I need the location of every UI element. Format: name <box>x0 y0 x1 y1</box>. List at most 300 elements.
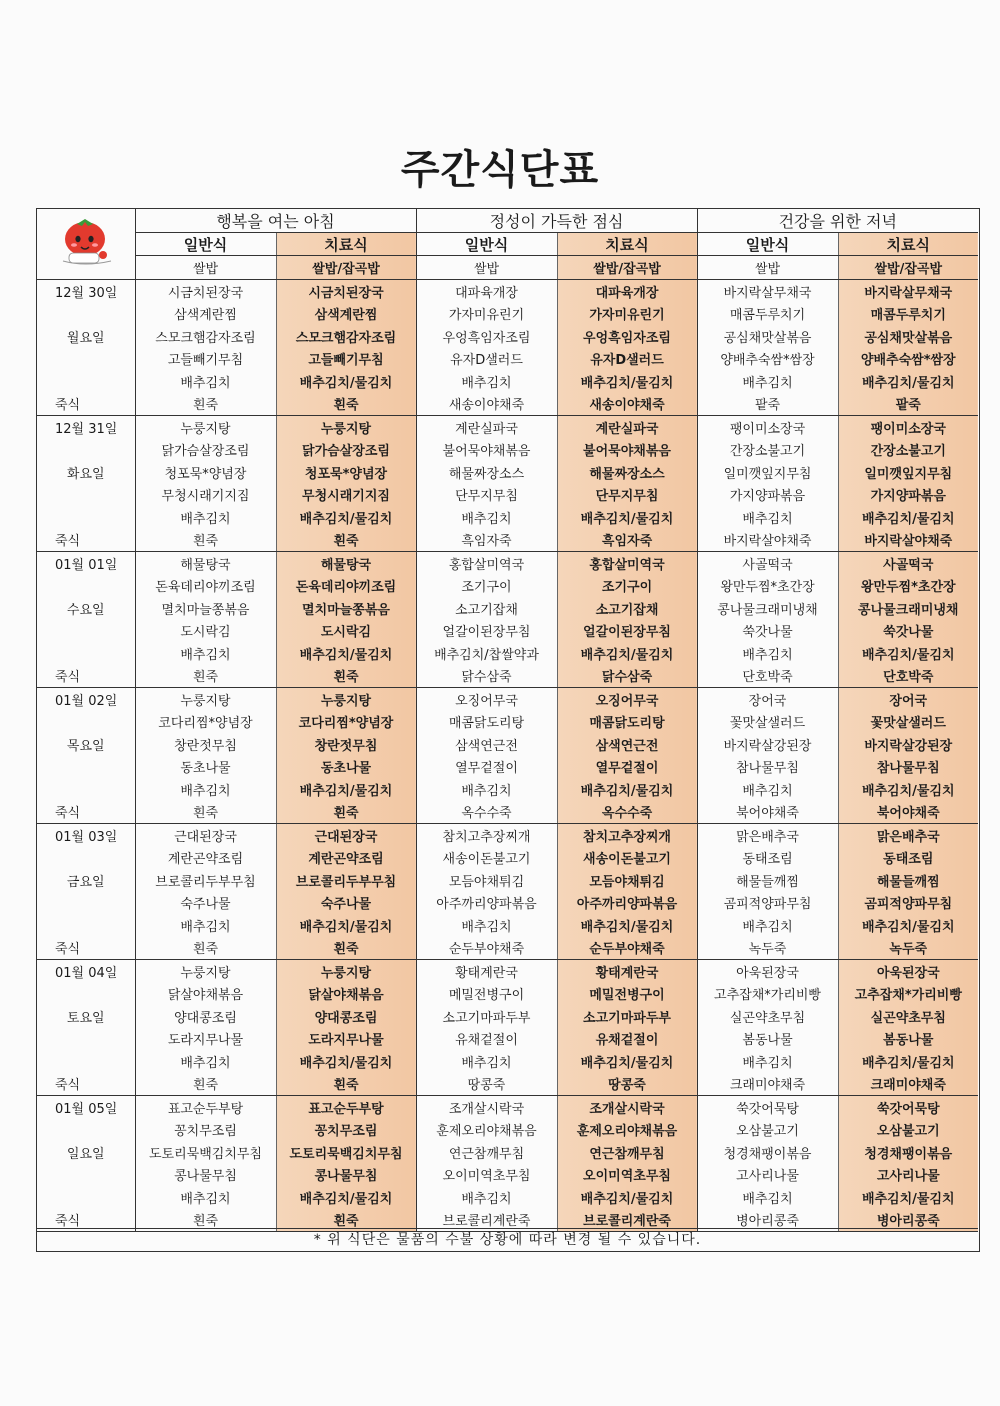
diet-type-therapeutic: 치료식 <box>276 233 416 256</box>
menu-item-therapeutic: 옥수수죽 <box>557 801 697 824</box>
menu-item-therapeutic: 숙주나물 <box>276 892 416 915</box>
menu-item-therapeutic: 홍합살미역국 <box>557 552 697 575</box>
menu-row <box>37 416 978 439</box>
menu-item-general: 배추김치 <box>697 370 838 393</box>
menu-item-general: 단호박죽 <box>697 665 838 688</box>
menu-item-general: 배추김치 <box>416 914 557 937</box>
meal-header-lunch: 정성이 가득한 점심 <box>416 209 697 233</box>
menu-item-therapeutic: 도라지무나물 <box>276 1028 416 1051</box>
menu-item-general: 도토리묵백김치무침 <box>135 1141 276 1164</box>
menu-item-general: 병아리콩죽 <box>697 1209 838 1232</box>
menu-item-general: 흰죽 <box>135 529 276 552</box>
menu-item-general: 가자미유린기 <box>416 303 557 326</box>
day-label-blank <box>37 484 135 507</box>
menu-row <box>37 642 978 665</box>
menu-row <box>37 914 978 937</box>
menu-item-general: 사골떡국 <box>697 552 838 575</box>
menu-item-therapeutic: 소고기잡채 <box>557 597 697 620</box>
menu-item-general: 흰죽 <box>135 937 276 960</box>
porridge-label: 죽식 <box>37 665 135 688</box>
menu-item-therapeutic: 흰죽 <box>276 393 416 416</box>
menu-item-general: 브로콜리계란죽 <box>416 1209 557 1232</box>
menu-item-general: 유자D샐러드 <box>416 348 557 371</box>
menu-item-general: 황태계란국 <box>416 960 557 983</box>
menu-item-general: 해물들깨찜 <box>697 869 838 892</box>
day-label-blank <box>37 370 135 393</box>
menu-item-general: 봄동나물 <box>697 1028 838 1051</box>
menu-item-therapeutic: 병아리콩죽 <box>838 1209 978 1232</box>
menu-item-therapeutic: 해물들깨찜 <box>838 869 978 892</box>
menu-item-therapeutic: 계란곤약조림 <box>276 847 416 870</box>
menu-item-general: 조기구이 <box>416 575 557 598</box>
porridge-label: 죽식 <box>37 801 135 824</box>
menu-item-general: 훈제오리야채볶음 <box>416 1119 557 1142</box>
rice-therapeutic: 쌀밥/잡곡밥 <box>838 256 978 280</box>
menu-item-general: 새송이돈불고기 <box>416 847 557 870</box>
menu-item-therapeutic: 꽁치무조림 <box>276 1119 416 1142</box>
menu-item-therapeutic: 매콤두루치기 <box>838 303 978 326</box>
menu-item-general: 양배추숙쌈*쌈장 <box>697 348 838 371</box>
menu-item-general: 오징어무국 <box>416 688 557 711</box>
menu-item-therapeutic: 표고순두부탕 <box>276 1096 416 1119</box>
menu-item-general: 바지락살무채국 <box>697 280 838 303</box>
menu-table-frame <box>36 208 980 1252</box>
menu-item-general: 브로콜리두부무침 <box>135 869 276 892</box>
menu-row <box>37 960 978 983</box>
menu-item-general: 배추김치 <box>416 370 557 393</box>
menu-item-therapeutic: 간장소불고기 <box>838 439 978 462</box>
menu-row <box>37 1050 978 1073</box>
day-label-blank <box>37 847 135 870</box>
menu-item-therapeutic: 가지양파볶음 <box>838 484 978 507</box>
day-date: 01월 03일 <box>55 829 118 845</box>
menu-item-therapeutic: 동초나물 <box>276 756 416 779</box>
menu-item-therapeutic: 닭살야채볶음 <box>276 983 416 1006</box>
menu-item-therapeutic: 배추김치/물김치 <box>557 1050 697 1073</box>
menu-item-therapeutic: 훈제오리야채볶음 <box>557 1119 697 1142</box>
menu-item-general: 장어국 <box>697 688 838 711</box>
menu-item-therapeutic: 우엉흑임자조림 <box>557 325 697 348</box>
menu-row <box>37 801 978 824</box>
menu-item-therapeutic: 배추김치/물김치 <box>557 1186 697 1209</box>
day-date: 01월 02일 <box>55 693 118 709</box>
menu-item-therapeutic: 배추김치/물김치 <box>838 1050 978 1073</box>
menu-item-therapeutic: 오삼불고기 <box>838 1119 978 1142</box>
menu-item-therapeutic: 고사리나물 <box>838 1164 978 1187</box>
menu-item-general: 소고기마파두부 <box>416 1005 557 1028</box>
menu-item-general: 매콤닭도리탕 <box>416 711 557 734</box>
day-label-blank <box>37 642 135 665</box>
day-label-blank <box>37 1186 135 1209</box>
menu-row <box>37 1028 978 1051</box>
menu-item-therapeutic: 유자D샐러드 <box>557 348 697 371</box>
menu-item-general: 배추김치/찹쌀약과 <box>416 642 557 665</box>
menu-item-general: 아주까리양파볶음 <box>416 892 557 915</box>
menu-item-general: 배추김치 <box>416 1050 557 1073</box>
day-weekday: 일요일 <box>66 1146 105 1162</box>
menu-item-general: 단무지무침 <box>416 484 557 507</box>
menu-row <box>37 733 978 756</box>
menu-item-therapeutic: 배추김치/물김치 <box>557 642 697 665</box>
menu-item-therapeutic: 청경채팽이볶음 <box>838 1141 978 1164</box>
menu-item-general: 연근참깨무침 <box>416 1141 557 1164</box>
menu-item-general: 동태조림 <box>697 847 838 870</box>
menu-item-therapeutic: 새송이야채죽 <box>557 393 697 416</box>
menu-item-general: 배추김치 <box>697 506 838 529</box>
rice-general: 쌀밥 <box>697 256 838 280</box>
meal-header-breakfast: 행복을 여는 아침 <box>135 209 416 233</box>
menu-item-therapeutic: 모듬야채튀김 <box>557 869 697 892</box>
menu-item-therapeutic: 고추잡채*가리비빵 <box>838 983 978 1006</box>
menu-item-general: 열무겉절이 <box>416 756 557 779</box>
menu-row <box>37 529 978 552</box>
menu-row <box>37 892 978 915</box>
menu-item-therapeutic: 배추김치/물김치 <box>838 642 978 665</box>
day-date: 01월 01일 <box>55 557 118 573</box>
menu-item-therapeutic: 봄동나물 <box>838 1028 978 1051</box>
menu-item-general: 양대콩조림 <box>135 1005 276 1028</box>
day-label-blank <box>37 983 135 1006</box>
menu-item-therapeutic: 장어국 <box>838 688 978 711</box>
day-weekday: 화요일 <box>66 466 105 482</box>
menu-item-general: 배추김치 <box>135 506 276 529</box>
menu-item-therapeutic: 배추김치/물김치 <box>557 778 697 801</box>
menu-item-general: 흰죽 <box>135 665 276 688</box>
menu-item-general: 배추김치 <box>135 370 276 393</box>
footnote: * 위 식단은 물품의 수불 상황에 따라 변경 될 수 있습니다. <box>37 1228 978 1251</box>
menu-item-general: 도시락김 <box>135 620 276 643</box>
menu-item-therapeutic: 양배추숙쌈*쌈장 <box>838 348 978 371</box>
day-label-blank <box>37 778 135 801</box>
rice-therapeutic: 쌀밥/잡곡밥 <box>276 256 416 280</box>
menu-row <box>37 756 978 779</box>
day-label-blank <box>37 506 135 529</box>
menu-item-therapeutic: 매콤닭도리탕 <box>557 711 697 734</box>
menu-item-therapeutic: 해물탕국 <box>276 552 416 575</box>
menu-item-therapeutic: 흰죽 <box>276 1073 416 1096</box>
porridge-label: 죽식 <box>37 529 135 552</box>
menu-item-general: 계란곤약조림 <box>135 847 276 870</box>
menu-item-general: 꽃맛살샐러드 <box>697 711 838 734</box>
menu-row <box>37 461 978 484</box>
menu-item-general: 고추잡채*가리비빵 <box>697 983 838 1006</box>
menu-item-general: 조개살시락국 <box>416 1096 557 1119</box>
menu-item-therapeutic: 왕만두찜*초간장 <box>838 575 978 598</box>
menu-item-general: 간장소불고기 <box>697 439 838 462</box>
menu-row <box>37 1186 978 1209</box>
menu-item-therapeutic: 양대콩조림 <box>276 1005 416 1028</box>
menu-item-therapeutic: 실곤약초무침 <box>838 1005 978 1028</box>
menu-row <box>37 1073 978 1096</box>
menu-item-therapeutic: 단무지무침 <box>557 484 697 507</box>
menu-item-therapeutic: 고들빼기무침 <box>276 348 416 371</box>
porridge-label: 죽식 <box>37 393 135 416</box>
menu-item-therapeutic: 흰죽 <box>276 937 416 960</box>
menu-item-therapeutic: 바지락살강된장 <box>838 733 978 756</box>
menu-row <box>37 620 978 643</box>
menu-item-general: 가지양파볶음 <box>697 484 838 507</box>
menu-item-therapeutic: 닭수삼죽 <box>557 665 697 688</box>
menu-item-general: 배추김치 <box>697 1050 838 1073</box>
menu-item-general: 대파육개장 <box>416 280 557 303</box>
menu-item-general: 스모크햄감자조림 <box>135 325 276 348</box>
day-date: 12월 30일 <box>55 285 118 301</box>
menu-item-therapeutic: 브로콜리두부무침 <box>276 869 416 892</box>
menu-item-general: 누룽지탕 <box>135 416 276 439</box>
day-date: 01월 04일 <box>55 965 118 981</box>
menu-item-therapeutic: 계란실파국 <box>557 416 697 439</box>
menu-item-general: 참치고추장찌개 <box>416 824 557 847</box>
menu-item-general: 콩나물크래미냉채 <box>697 597 838 620</box>
porridge-label: 죽식 <box>37 937 135 960</box>
menu-item-therapeutic: 대파육개장 <box>557 280 697 303</box>
menu-item-general: 쑥갓나물 <box>697 620 838 643</box>
menu-item-therapeutic: 배추김치/물김치 <box>276 1186 416 1209</box>
menu-item-general: 순두부야채죽 <box>416 937 557 960</box>
menu-item-therapeutic: 유채겉절이 <box>557 1028 697 1051</box>
weekly-menu-table <box>37 209 978 1232</box>
menu-item-therapeutic: 불어묵야채볶음 <box>557 439 697 462</box>
menu-item-general: 꽁치무조림 <box>135 1119 276 1142</box>
menu-row <box>37 824 978 847</box>
menu-item-therapeutic: 배추김치/물김치 <box>838 778 978 801</box>
menu-item-general: 계란실파국 <box>416 416 557 439</box>
menu-item-therapeutic: 배추김치/물김치 <box>557 370 697 393</box>
day-label-blank <box>37 1119 135 1142</box>
menu-item-general: 해물탕국 <box>135 552 276 575</box>
menu-item-therapeutic: 오이미역초무침 <box>557 1164 697 1187</box>
day-label-blank <box>37 711 135 734</box>
menu-item-therapeutic: 배추김치/물김치 <box>276 778 416 801</box>
menu-item-therapeutic: 흰죽 <box>276 665 416 688</box>
menu-item-therapeutic: 얼갈이된장무침 <box>557 620 697 643</box>
menu-row <box>37 711 978 734</box>
menu-row <box>37 439 978 462</box>
menu-item-therapeutic: 배추김치/물김치 <box>838 506 978 529</box>
diet-type-general: 일반식 <box>135 233 276 256</box>
menu-item-therapeutic: 배추김치/물김치 <box>276 642 416 665</box>
menu-item-therapeutic: 사골떡국 <box>838 552 978 575</box>
menu-item-general: 크래미야채죽 <box>697 1073 838 1096</box>
diet-type-therapeutic: 치료식 <box>557 233 697 256</box>
menu-item-general: 청경채팽이볶음 <box>697 1141 838 1164</box>
menu-item-therapeutic: 쑥갓나물 <box>838 620 978 643</box>
menu-item-general: 배추김치 <box>697 642 838 665</box>
menu-item-therapeutic: 누룽지탕 <box>276 960 416 983</box>
menu-row <box>37 484 978 507</box>
menu-item-general: 오삼불고기 <box>697 1119 838 1142</box>
menu-item-general: 흰죽 <box>135 393 276 416</box>
menu-item-therapeutic: 배추김치/물김치 <box>276 1050 416 1073</box>
menu-item-general: 북어야채죽 <box>697 801 838 824</box>
menu-item-general: 흰죽 <box>135 801 276 824</box>
day-weekday: 토요일 <box>66 1010 105 1026</box>
menu-row <box>37 1096 978 1119</box>
menu-item-therapeutic: 오징어무국 <box>557 688 697 711</box>
menu-item-general: 도라지무나물 <box>135 1028 276 1051</box>
menu-item-general: 시금치된장국 <box>135 280 276 303</box>
day-label-blank <box>37 575 135 598</box>
menu-item-therapeutic: 아주까리양파볶음 <box>557 892 697 915</box>
menu-item-general: 바지락살야채죽 <box>697 529 838 552</box>
day-label-blank <box>37 1164 135 1187</box>
menu-item-general: 표고순두부탕 <box>135 1096 276 1119</box>
menu-item-general: 새송이야채죽 <box>416 393 557 416</box>
menu-item-general: 배추김치 <box>416 506 557 529</box>
menu-item-therapeutic: 바지락살야채죽 <box>838 529 978 552</box>
menu-item-therapeutic: 닭가슴살장조림 <box>276 439 416 462</box>
day-label-blank <box>37 303 135 326</box>
rice-therapeutic: 쌀밥/잡곡밥 <box>557 256 697 280</box>
menu-row <box>37 552 978 575</box>
menu-item-general: 근대된장국 <box>135 824 276 847</box>
day-weekday: 금요일 <box>66 874 105 890</box>
menu-item-general: 실곤약초무침 <box>697 1005 838 1028</box>
page-title: 주간식단표 <box>400 147 600 193</box>
menu-row <box>37 983 978 1006</box>
menu-item-general: 배추김치 <box>135 642 276 665</box>
menu-item-therapeutic: 새송이돈불고기 <box>557 847 697 870</box>
menu-item-therapeutic: 배추김치/물김치 <box>838 1186 978 1209</box>
menu-item-general: 매콤두루치기 <box>697 303 838 326</box>
menu-item-general: 맑은배추국 <box>697 824 838 847</box>
menu-item-general: 옥수수죽 <box>416 801 557 824</box>
menu-item-general: 오이미역초무침 <box>416 1164 557 1187</box>
menu-item-therapeutic: 참나물무침 <box>838 756 978 779</box>
menu-item-general: 배추김치 <box>135 1186 276 1209</box>
menu-item-therapeutic: 돈육데리야끼조림 <box>276 575 416 598</box>
meal-header-dinner: 건강을 위한 저녁 <box>697 209 978 233</box>
menu-item-therapeutic: 조기구이 <box>557 575 697 598</box>
menu-item-therapeutic: 누룽지탕 <box>276 416 416 439</box>
menu-item-therapeutic: 연근참깨무침 <box>557 1141 697 1164</box>
menu-item-therapeutic: 브로콜리계란죽 <box>557 1209 697 1232</box>
menu-item-therapeutic: 열무겉절이 <box>557 756 697 779</box>
menu-item-general: 고들빼기무침 <box>135 348 276 371</box>
menu-item-general: 무청시래기지짐 <box>135 484 276 507</box>
menu-item-general: 배추김치 <box>697 914 838 937</box>
menu-item-therapeutic: 꽃맛살샐러드 <box>838 711 978 734</box>
menu-item-therapeutic: 조개살시락국 <box>557 1096 697 1119</box>
menu-item-general: 흰죽 <box>135 1209 276 1232</box>
menu-item-general: 메밀전병구이 <box>416 983 557 1006</box>
diet-type-general: 일반식 <box>416 233 557 256</box>
menu-item-general: 쑥갓어묵탕 <box>697 1096 838 1119</box>
menu-row <box>37 325 978 348</box>
menu-item-therapeutic: 황태계란국 <box>557 960 697 983</box>
menu-row <box>37 1164 978 1187</box>
menu-item-general: 청포묵*양념장 <box>135 461 276 484</box>
diet-type-general: 일반식 <box>697 233 838 256</box>
rice-general: 쌀밥 <box>135 256 276 280</box>
menu-item-general: 동초나물 <box>135 756 276 779</box>
menu-item-general: 흑임자죽 <box>416 529 557 552</box>
menu-row <box>37 348 978 371</box>
menu-item-general: 얼갈이된장무침 <box>416 620 557 643</box>
menu-item-therapeutic: 배추김치/물김치 <box>276 506 416 529</box>
day-weekday: 월요일 <box>66 330 105 346</box>
menu-item-general: 팥죽 <box>697 393 838 416</box>
tomato-mascot-icon <box>55 215 117 269</box>
menu-row <box>37 506 978 529</box>
menu-item-therapeutic: 땅콩죽 <box>557 1073 697 1096</box>
menu-item-general: 일미깻잎지무침 <box>697 461 838 484</box>
menu-item-therapeutic: 스모크햄감자조림 <box>276 325 416 348</box>
menu-item-general: 해물짜장소스 <box>416 461 557 484</box>
day-label-blank <box>37 439 135 462</box>
menu-item-general: 배추김치 <box>416 1186 557 1209</box>
menu-item-therapeutic: 흰죽 <box>276 529 416 552</box>
menu-item-therapeutic: 배추김치/물김치 <box>838 370 978 393</box>
menu-row <box>37 778 978 801</box>
menu-item-therapeutic: 아욱된장국 <box>838 960 978 983</box>
menu-item-general: 콩나물무침 <box>135 1164 276 1187</box>
menu-row <box>37 393 978 416</box>
day-label-blank <box>37 914 135 937</box>
menu-item-general: 배추김치 <box>416 778 557 801</box>
menu-item-general: 땅콩죽 <box>416 1073 557 1096</box>
day-label-blank <box>37 1028 135 1051</box>
menu-item-general: 닭수삼죽 <box>416 665 557 688</box>
menu-row <box>37 597 978 620</box>
menu-item-therapeutic: 배추김치/물김치 <box>276 914 416 937</box>
menu-item-general: 곰피적양파무침 <box>697 892 838 915</box>
menu-item-therapeutic: 메밀전병구이 <box>557 983 697 1006</box>
menu-row <box>37 688 978 711</box>
menu-row <box>37 280 978 303</box>
menu-item-general: 누룽지탕 <box>135 960 276 983</box>
day-label-blank <box>37 756 135 779</box>
menu-item-general: 삼색연근전 <box>416 733 557 756</box>
menu-item-general: 배추김치 <box>697 1186 838 1209</box>
menu-item-therapeutic: 쑥갓어묵탕 <box>838 1096 978 1119</box>
menu-item-general: 팽이미소장국 <box>697 416 838 439</box>
menu-item-therapeutic: 코다리찜*양념장 <box>276 711 416 734</box>
menu-item-general: 배추김치 <box>135 1050 276 1073</box>
menu-item-therapeutic: 청포묵*양념장 <box>276 461 416 484</box>
menu-item-therapeutic: 바지락살무채국 <box>838 280 978 303</box>
menu-item-therapeutic: 근대된장국 <box>276 824 416 847</box>
menu-item-therapeutic: 배추김치/물김치 <box>557 506 697 529</box>
menu-item-therapeutic: 배추김치/물김치 <box>276 370 416 393</box>
menu-item-general: 모듬야채튀김 <box>416 869 557 892</box>
menu-item-general: 고사리나물 <box>697 1164 838 1187</box>
menu-item-general: 창란젓무침 <box>135 733 276 756</box>
menu-item-therapeutic: 녹두죽 <box>838 937 978 960</box>
menu-item-therapeutic: 삼색연근전 <box>557 733 697 756</box>
day-weekday: 목요일 <box>66 738 105 754</box>
menu-item-therapeutic: 가자미유린기 <box>557 303 697 326</box>
menu-item-general: 우엉흑임자조림 <box>416 325 557 348</box>
menu-item-general: 삼색계란찜 <box>135 303 276 326</box>
menu-item-general: 돈육데리야끼조림 <box>135 575 276 598</box>
day-label-blank <box>37 892 135 915</box>
menu-item-therapeutic: 동태조림 <box>838 847 978 870</box>
day-weekday: 수요일 <box>66 602 105 618</box>
porridge-label: 죽식 <box>37 1073 135 1096</box>
menu-item-general: 배추김치 <box>135 778 276 801</box>
menu-item-general: 배추김치 <box>135 914 276 937</box>
menu-item-therapeutic: 누룽지탕 <box>276 688 416 711</box>
menu-item-therapeutic: 참치고추장찌개 <box>557 824 697 847</box>
menu-item-therapeutic: 도시락김 <box>276 620 416 643</box>
menu-row <box>37 1005 978 1028</box>
menu-item-therapeutic: 맑은배추국 <box>838 824 978 847</box>
menu-item-general: 코다리찜*양념장 <box>135 711 276 734</box>
menu-item-therapeutic: 흑임자죽 <box>557 529 697 552</box>
menu-item-therapeutic: 배추김치/물김치 <box>557 914 697 937</box>
menu-item-general: 숙주나물 <box>135 892 276 915</box>
